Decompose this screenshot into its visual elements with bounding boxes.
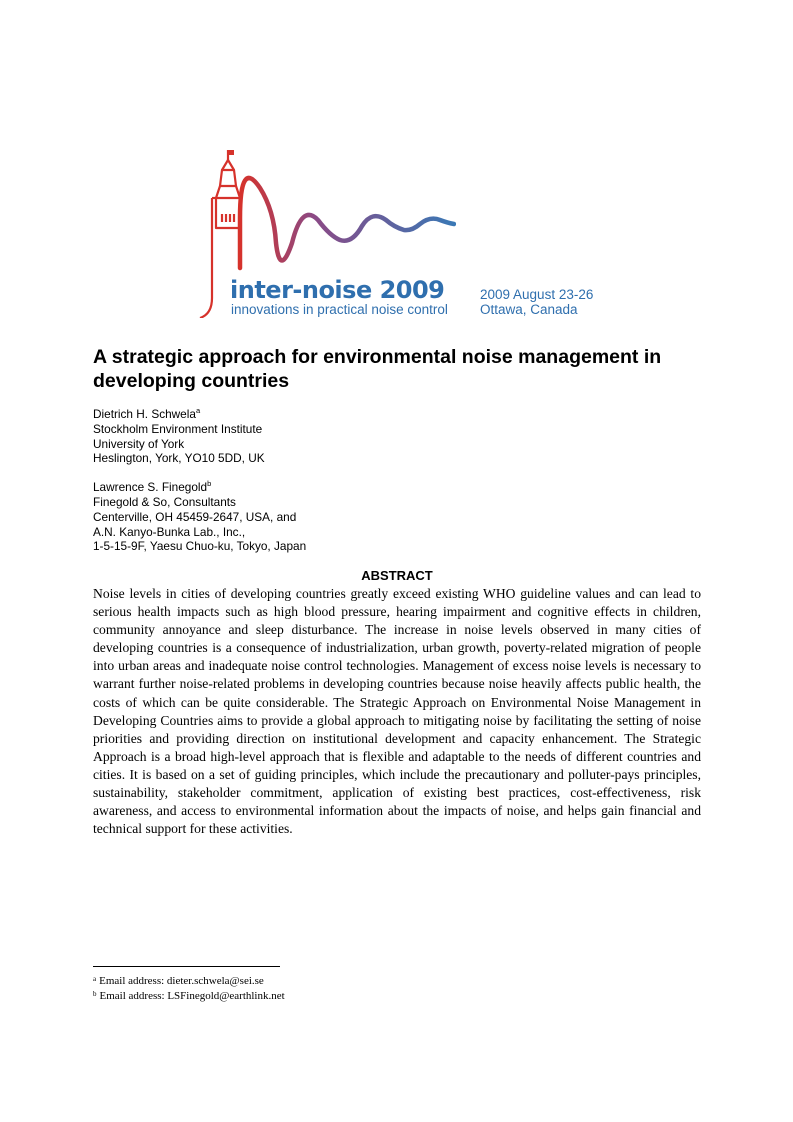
author-affiliation-line: Centerville, OH 45459-2647, USA, and: [93, 509, 297, 524]
abstract-text: Noise levels in cities of developing countries greatly exceed existing WHO guideline values and can lead to serious health impacts such as high blood pressure, hearing impairment and cognitive effects in children, community annoyance and sleep disturbance. The increase in noise levels observed in many cities of developing countries is a consequence of industrialization, urban growth, poverty-related migration of people into urban areas and inadequate noise control technologies. Management of excess noise levels is necessary to warrant further noise-related problems in developing countries because noise heavily affects public health, the costs of which can be quite considerable. The Strategic Approach on Environmental Noise Management in Developing Countries aims to provide a global approach to mitigating noise by facilitating the setting of noise priorities and providing direction on institutional development and capacity enhancement. The Strategic Approach is a broad high-level approach that is flexible and adaptable to the needs of different countries and cities. It is based on a set of guiding principles, which include the precautionary and polluter-pays principles, sustainability, stakeholder commitment, application of existing best practices, cost-effectiveness, risk awareness, and access to environmental information about the impacts of noise, and helps gain financial and technical support for these activities.: [93, 586, 701, 837]
author-name: Lawrence S. Finegold$^b$: [93, 479, 212, 495]
author-affiliation-line: A.N. Kanyo-Bunka Lab., Inc.,: [93, 524, 246, 539]
paper-title: A strategic approach for environmental noise management in developing countries: [93, 346, 662, 392]
author-entry: [93, 407, 593, 466]
footnote-marker: b: [93, 990, 97, 998]
author-affiliation-line: Finegold & So, Consultants: [93, 494, 236, 509]
footnote-divider: [93, 966, 280, 967]
author-affiliation-line: 1-5-15-9F, Yaesu Chuo-ku, Tokyo, Japan: [93, 539, 307, 554]
author-affiliation-line: University of York: [93, 436, 185, 451]
footnote-marker: a: [195, 406, 201, 415]
conference-tagline: innovations in practical noise control: [231, 302, 448, 317]
author-entry: [93, 480, 593, 554]
footnote-marker: a: [93, 975, 97, 983]
footnotes: [93, 974, 593, 1004]
conference-name: inter-noise 2009: [230, 276, 445, 304]
author-list: [93, 407, 593, 568]
author-affiliation-line: Heslington, York, YO10 5DD, UK: [93, 451, 265, 466]
footnote-marker: b: [207, 479, 212, 489]
conference-date: 2009 August 23-26: [480, 287, 594, 302]
conference-location: Ottawa, Canada: [480, 302, 578, 317]
author-name: Dietrich H. Schwela$^a$: [93, 406, 201, 421]
footnote-item: $^a$ Email address: dieter.schwela@sei.se: [93, 975, 264, 987]
abstract-heading: ABSTRACT: [361, 568, 433, 583]
author-affiliation-line: Stockholm Environment Institute: [93, 421, 263, 436]
footnote-item: $^b$ Email address: LSFinegold@earthlink.net: [93, 990, 285, 1002]
